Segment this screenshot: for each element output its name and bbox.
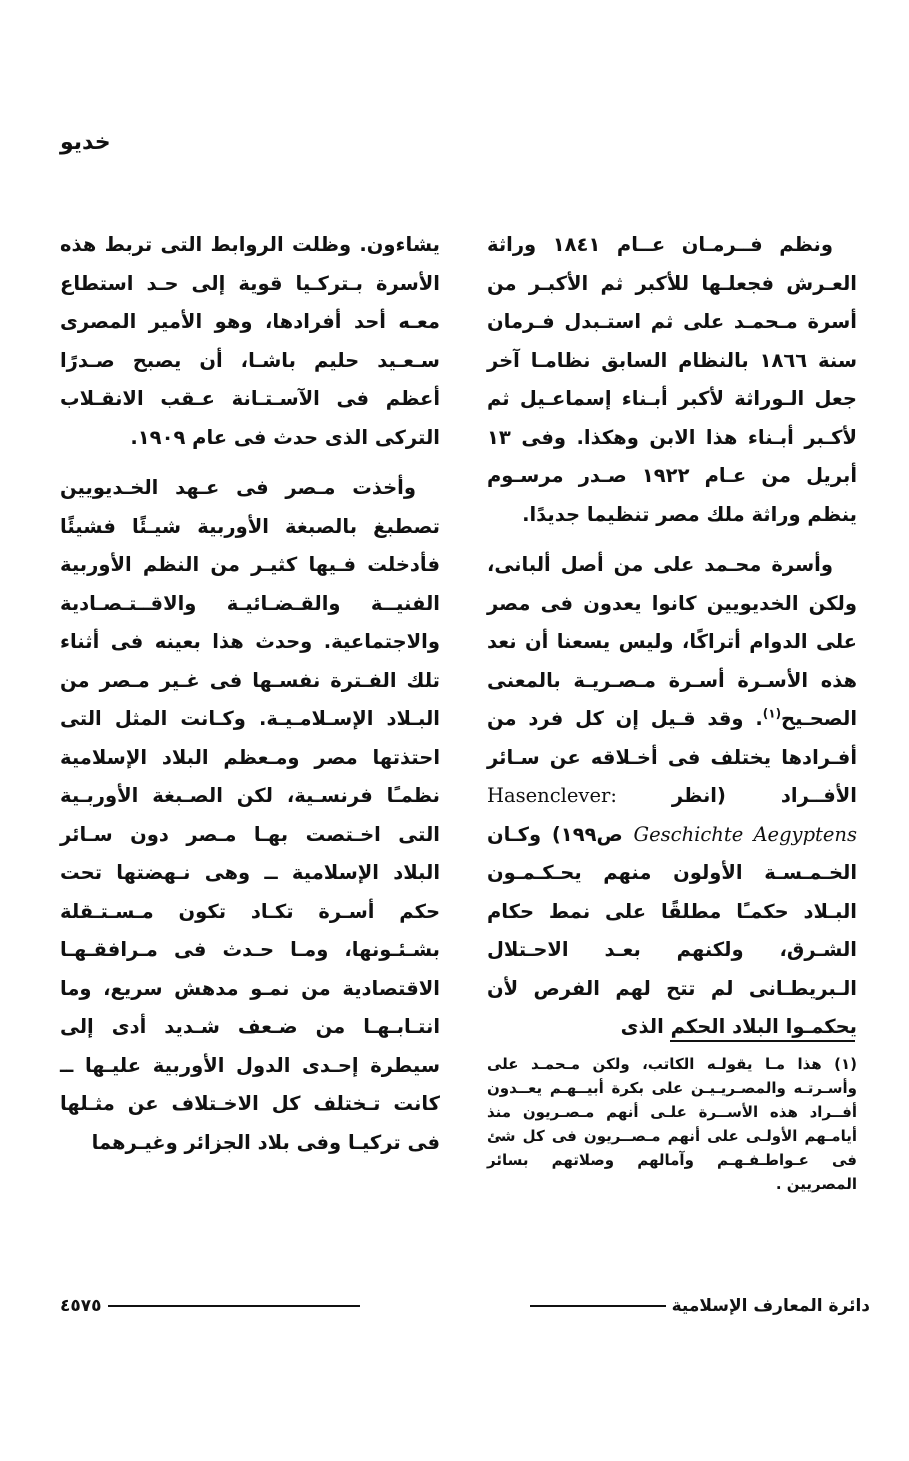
right-paragraph-1: ونظم فــرمـان عــام ١٨٤١ وراثة العـرش فجعلـها للأكبر ثم الأكبـر من أسرة مـحمـد على ثم استـبدل فـرمان سنة ١٨٦٦ بالنظام السابق نظامـا آخر جعل الـوراثة لأكبر أبـناء إسماعـيل ثم لأكـبر أبـناء هذا الابن وهكذا. وفى ١٣ أبريل من عـام ١٩٢٢ صـدر مرسـوم ينظم وراثة ملك مصر تنظيما جديدًا. xyxy=(487,233,857,526)
left-paragraph-2: وأخذت مـصر فى عـهد الخـديويين تصطبغ بالصبغة الأوربية شيـئًا فشيئًا فأدخلت فـيها كثيـر من النظم الأوربية الفنيــة والقـضـائيـة والاقــتـصـادية والاجتماعية. وحدث هذا بعينه فى أثناء تلك الفـترة نفسـها فى غـير مـصر من البـلاد الإسـلامـيـة. وكـانت المثل التى احتذتها مصر ومـعظم البلاد الإسلامية نظمـًا فرنسـية، لكن الصـبغة الأوربـية التى اخـتصت بهـا مـصر دون سـائر البلاد الإسلامية ــ وهى نـهضتها تحت حكم أسـرة تكـاد تكون مـسـتـقلة بشـئـونها، ومـا حـدث فى مـرافقـهـا الاقتصادية من نمـو مدهش سريع، وما انتـابـهـا من ضـعف شـديد أدى إلى سيطرة إحـدى الدول الأوربية عليـها ــ كانت تـختلف كل الاخـتلاف عن مثـلها فى تركيـا وفى بلاد الجزائر وغيـرهما xyxy=(60,476,440,1154)
right-paragraph-2-part-c: ص١٩٩) وكـان الخـمـسـة الأولون منهم يحـكـمـون البـلاد حكمـًا مطلقًا على نمط حكام الشـرق، ولكنهم بعـد الاحـتلال الـبريطـانى لم تتح لهم الفرص لأن يحكمـوا البلاد الحكم الذى xyxy=(487,822,857,1038)
footer-publication xyxy=(530,1294,870,1318)
left-paragraph-1: يشاءون. وظلت الروابط التى تربط هذه الأسرة بـتركـيا قوية إلى حـد استطاع معـه أحد أفرادها، وهو الأمير المصرى سـعـيد حليم باشـا، أن يصبح صـدرًا أعظم فى الآسـتـانة عـقب الانقـلاب التركى الذى حدث فى عام ١٩٠٩. xyxy=(60,233,440,449)
publication-name: دائرة المعارف الإسلامية xyxy=(671,1296,870,1316)
footnote-ref: (١) xyxy=(762,706,782,721)
right-paragraph-2-part-a: وأسرة محـمد على من أصل ألبانى، ولكن الخديويين كانوا يعدون فى مصر على الدوام أتراكًا، وليس يسعنا أن نعد هذه الأسـرة أسـرة مـصـريـة بالمعنى الصحـيح xyxy=(487,553,857,730)
footer-page-number xyxy=(60,1294,360,1318)
running-title: خديو xyxy=(60,130,111,155)
page-number: ٤٥٧٥ xyxy=(60,1296,102,1316)
citation-title: Geschichte Aegyptens xyxy=(633,822,857,846)
right-column xyxy=(487,226,857,1059)
left-column xyxy=(60,226,440,1174)
footer-rule-left xyxy=(108,1305,360,1307)
right-paragraph-2 xyxy=(487,546,857,1047)
footer-rule-right xyxy=(530,1305,666,1307)
citation-author: Hasenclever: xyxy=(487,784,617,807)
footnote: (١) هذا مـا يقولـه الكاتب، ولكن مـحمـد على وأسـرتـه والمصـريـيـن على بكرة أبيــهـم يعــدون أفــراد هذه الأســرة علـى أنهم مـصـريون منذ أيامـهم الأولـى على أنهم مـصــريون فى كل شئ فى عـواطـفـهـم وآمالهم وصلاتهم بسائر المصريين . xyxy=(487,1055,857,1193)
footnote-divider xyxy=(670,1040,855,1042)
right-paragraph-2-part-b: . وقد قـيل إن كل فرد من أفـرادها يختلف فى أخـلاقه عن سـائر الأفــراد (انظر xyxy=(487,707,857,807)
